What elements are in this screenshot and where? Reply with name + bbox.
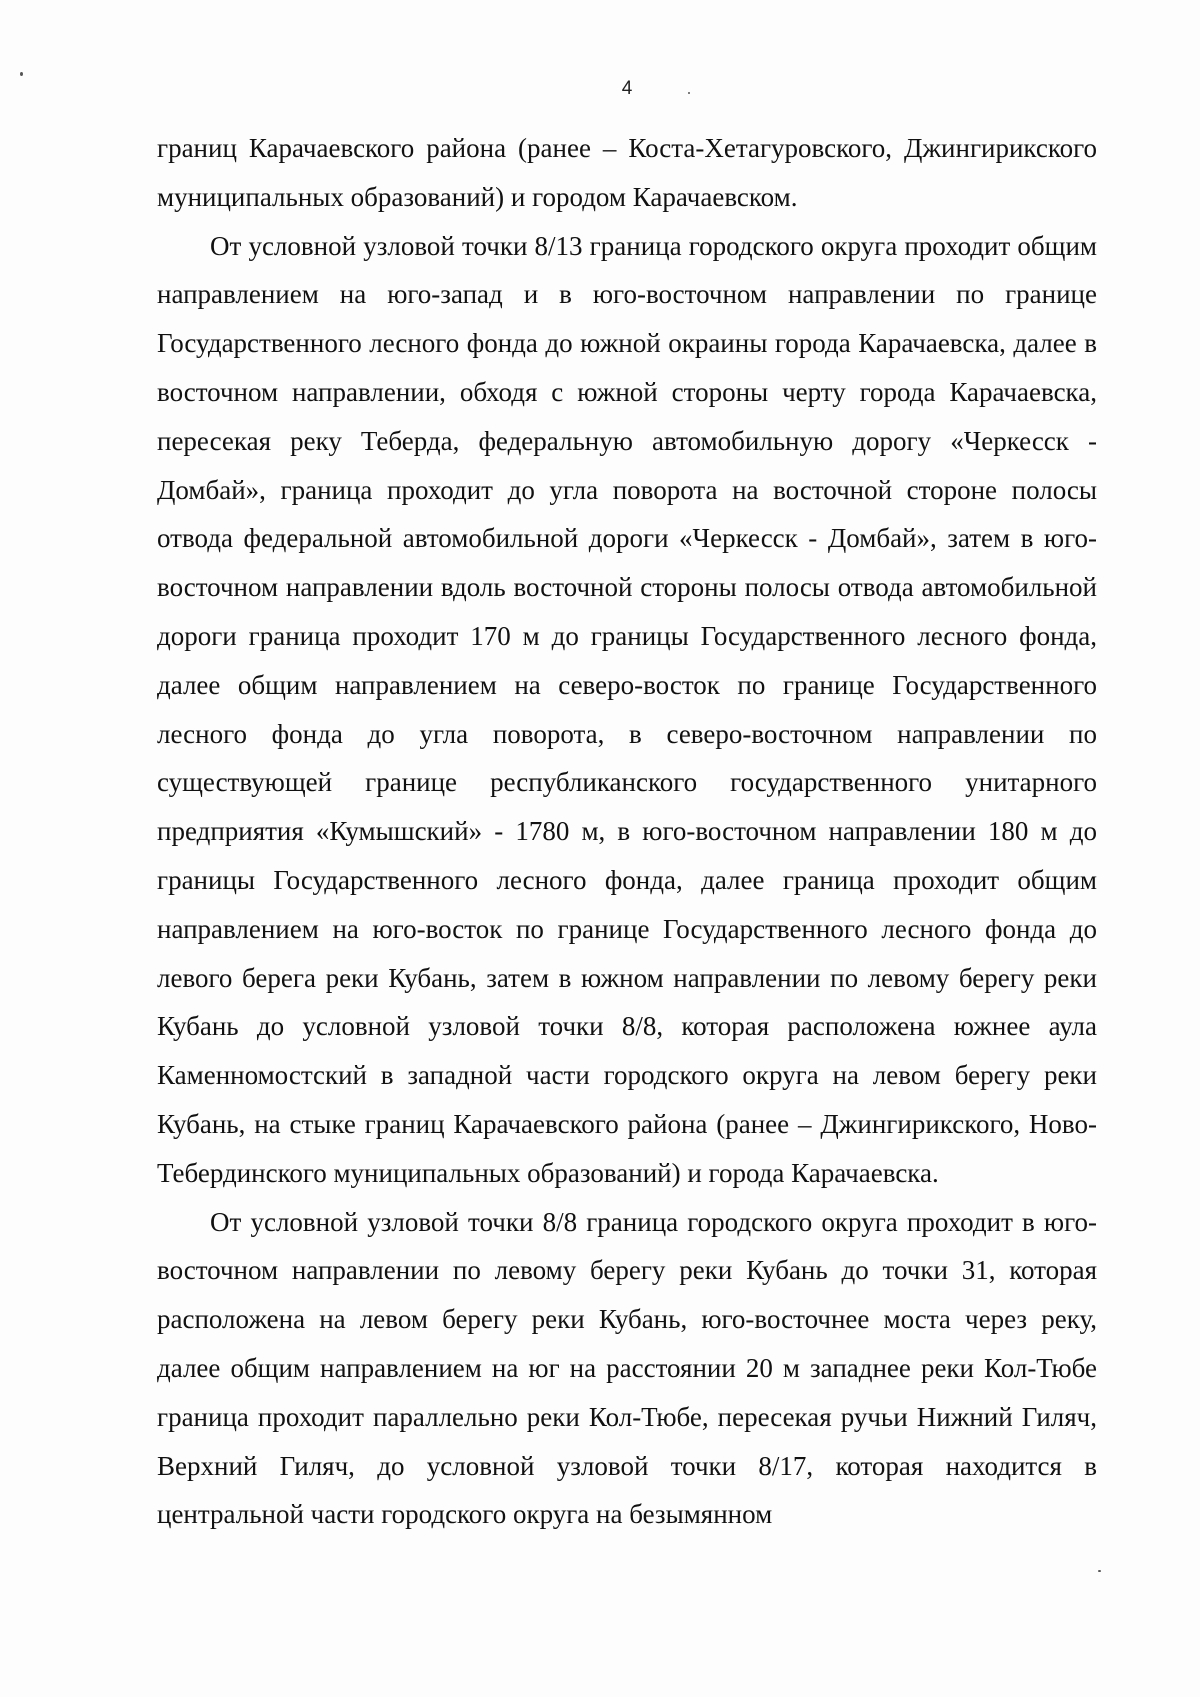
page-number: 4 bbox=[621, 78, 633, 99]
paragraph-3: От условной узловой точки 8/8 граница городского округа проходит в юго-восточном направлении по левому берегу реки Кубань до точки 31, которая расположена на левом берегу реки Кубань, юго-восточнее моста через реку, далее общим направлением на юг на расстоянии 20 м западнее реки Кол-Тюбе граница проходит параллельно реки Кол-Тюбе, пересекая ручьи Нижний Гиляч, Верхний Гиляч, до условной узловой точки 8/17, которая находится в центральной части городского округа на безымянном bbox=[157, 1206, 1097, 1530]
scan-speck bbox=[1098, 1570, 1101, 1572]
scan-speck bbox=[20, 72, 23, 76]
paragraph-2: От условной узловой точки 8/13 граница городского округа проходит общим направлением на юго-запад и в юго-восточном направлении по границе Государственного лесного фонда до южной окраины города Карачаевска, далее в восточном направлении, обходя с южной стороны черту города Карачаевска, пересекая реку Теберда, федеральную автомобильную дорогу «Черкесск - Домбай», граница проходит до угла поворота на восточной стороне полосы отвода федеральной автомобильной дороги «Черкесск - Домбай», затем в юго-восточном направлении вдоль восточной стороны полосы отвода автомобильной дороги граница проходит 170 м до границы Государственного лесного фонда, далее общим направлением на северо-восток по границе Государственного лесного фонда до угла поворота, в северо-восточном направлении по существующей границе республиканского государственного унитарного предприятия «Кумышский» - 1780 м, в юго-восточном направлении 180 м до границы Государственного лесного фонда, далее граница проходит общим направлением на юго-восток по границе Государственного лесного фонда до левого берега реки Кубань, затем в южном направлении по левому берегу реки Кубань до условной узловой точки 8/8, которая расположена южнее аула Каменномостский в западной части городского округа на левом берегу реки Кубань, на стыке границ Карачаевского района (ранее – Джингирикского, Ново-Тебердинского муниципальных образований) и города Карачаевска. bbox=[157, 230, 1097, 1188]
document-body bbox=[157, 124, 1097, 1539]
paragraph-1: границ Карачаевского района (ранее – Коста-Хетагуровского, Джингирикского муниципальных образований) и городом Карачаевском. bbox=[157, 133, 1097, 212]
scan-speck bbox=[688, 92, 690, 94]
